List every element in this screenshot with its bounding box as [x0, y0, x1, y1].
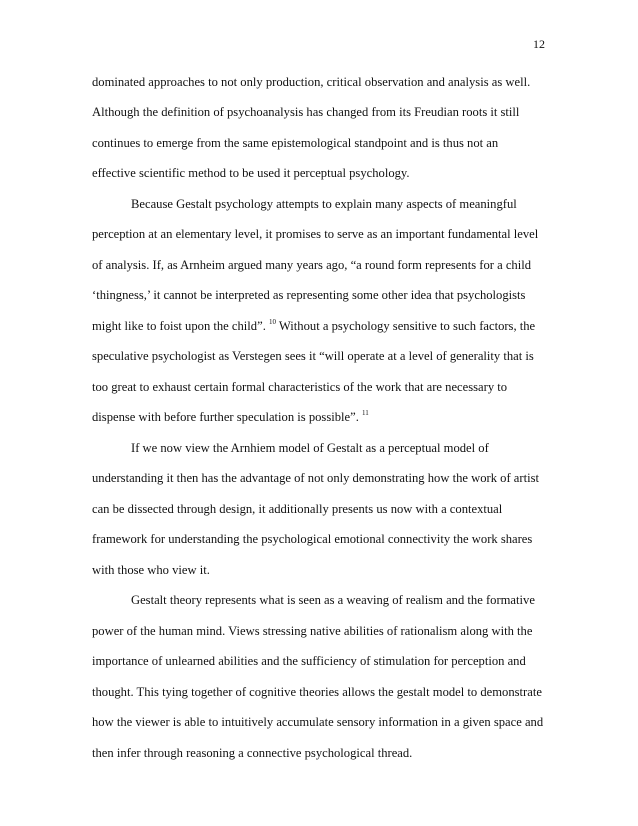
- text-line: importance of unlearned abilities and the sufficiency of stimulation for perception and: [92, 654, 526, 668]
- text-line: too great to exhaust certain formal characteristics of the work that are necessary to: [92, 380, 508, 394]
- text-line: dominated approaches to not only production, critical observation and analysis as well.: [92, 75, 531, 89]
- text-line: speculative psychologist as Verstegen sees it “will operate at a level of generality that is: [92, 349, 534, 363]
- text-line: with those who view it.: [92, 563, 210, 577]
- text-line: then infer through reasoning a connective psychological thread.: [92, 746, 413, 760]
- text-line: ‘thingness,’ it cannot be interpreted as representing some other idea that psychologists: [92, 288, 526, 302]
- text-line: power of the human mind. Views stressing native abilities of rationalism along with the: [92, 624, 533, 638]
- paragraph-start-line: Because Gestalt psychology attempts to explain many aspects of meaningful: [131, 197, 517, 211]
- paragraph-start-line: Gestalt theory represents what is seen as a weaving of realism and the formative: [131, 593, 535, 607]
- text-line: continues to emerge from the same epistemological standpoint and is thus not an: [92, 136, 499, 150]
- footnote-reference: 10: [269, 317, 276, 326]
- page-number: 12: [533, 37, 545, 51]
- text-line: Although the definition of psychoanalysis has changed from its Freudian roots it still: [92, 105, 520, 119]
- text-line: how the viewer is able to intuitively accumulate sensory information in a given space and: [92, 715, 544, 729]
- text-line: can be dissected through design, it additionally presents us now with a contextual: [92, 502, 503, 516]
- text-line: framework for understanding the psychological emotional connectivity the work shares: [92, 532, 533, 546]
- paragraph-start-line: If we now view the Arnhiem model of Gestalt as a perceptual model of: [131, 441, 489, 455]
- text-line: perception at an elementary level, it promises to serve as an important fundamental level: [92, 227, 539, 241]
- text-segment: Without a psychology sensitive to such factors, the: [276, 319, 536, 333]
- text-line: effective scientific method to be used it perceptual psychology.: [92, 166, 410, 180]
- text-line-with-footnote: [92, 319, 535, 333]
- text-line-with-footnote: [92, 410, 369, 424]
- text-line: thought. This tying together of cognitive theories allows the gestalt model to demonstrate: [92, 685, 542, 699]
- text-segment: dispense with before further speculation is possible”.: [92, 410, 359, 424]
- footnote-reference: 11: [362, 408, 369, 417]
- text-segment: might like to foist upon the child”.: [92, 319, 266, 333]
- text-line: understanding it then has the advantage of not only demonstrating how the work of artist: [92, 471, 539, 485]
- text-line: of analysis. If, as Arnheim argued many years ago, “a round form represents for a child: [92, 258, 532, 272]
